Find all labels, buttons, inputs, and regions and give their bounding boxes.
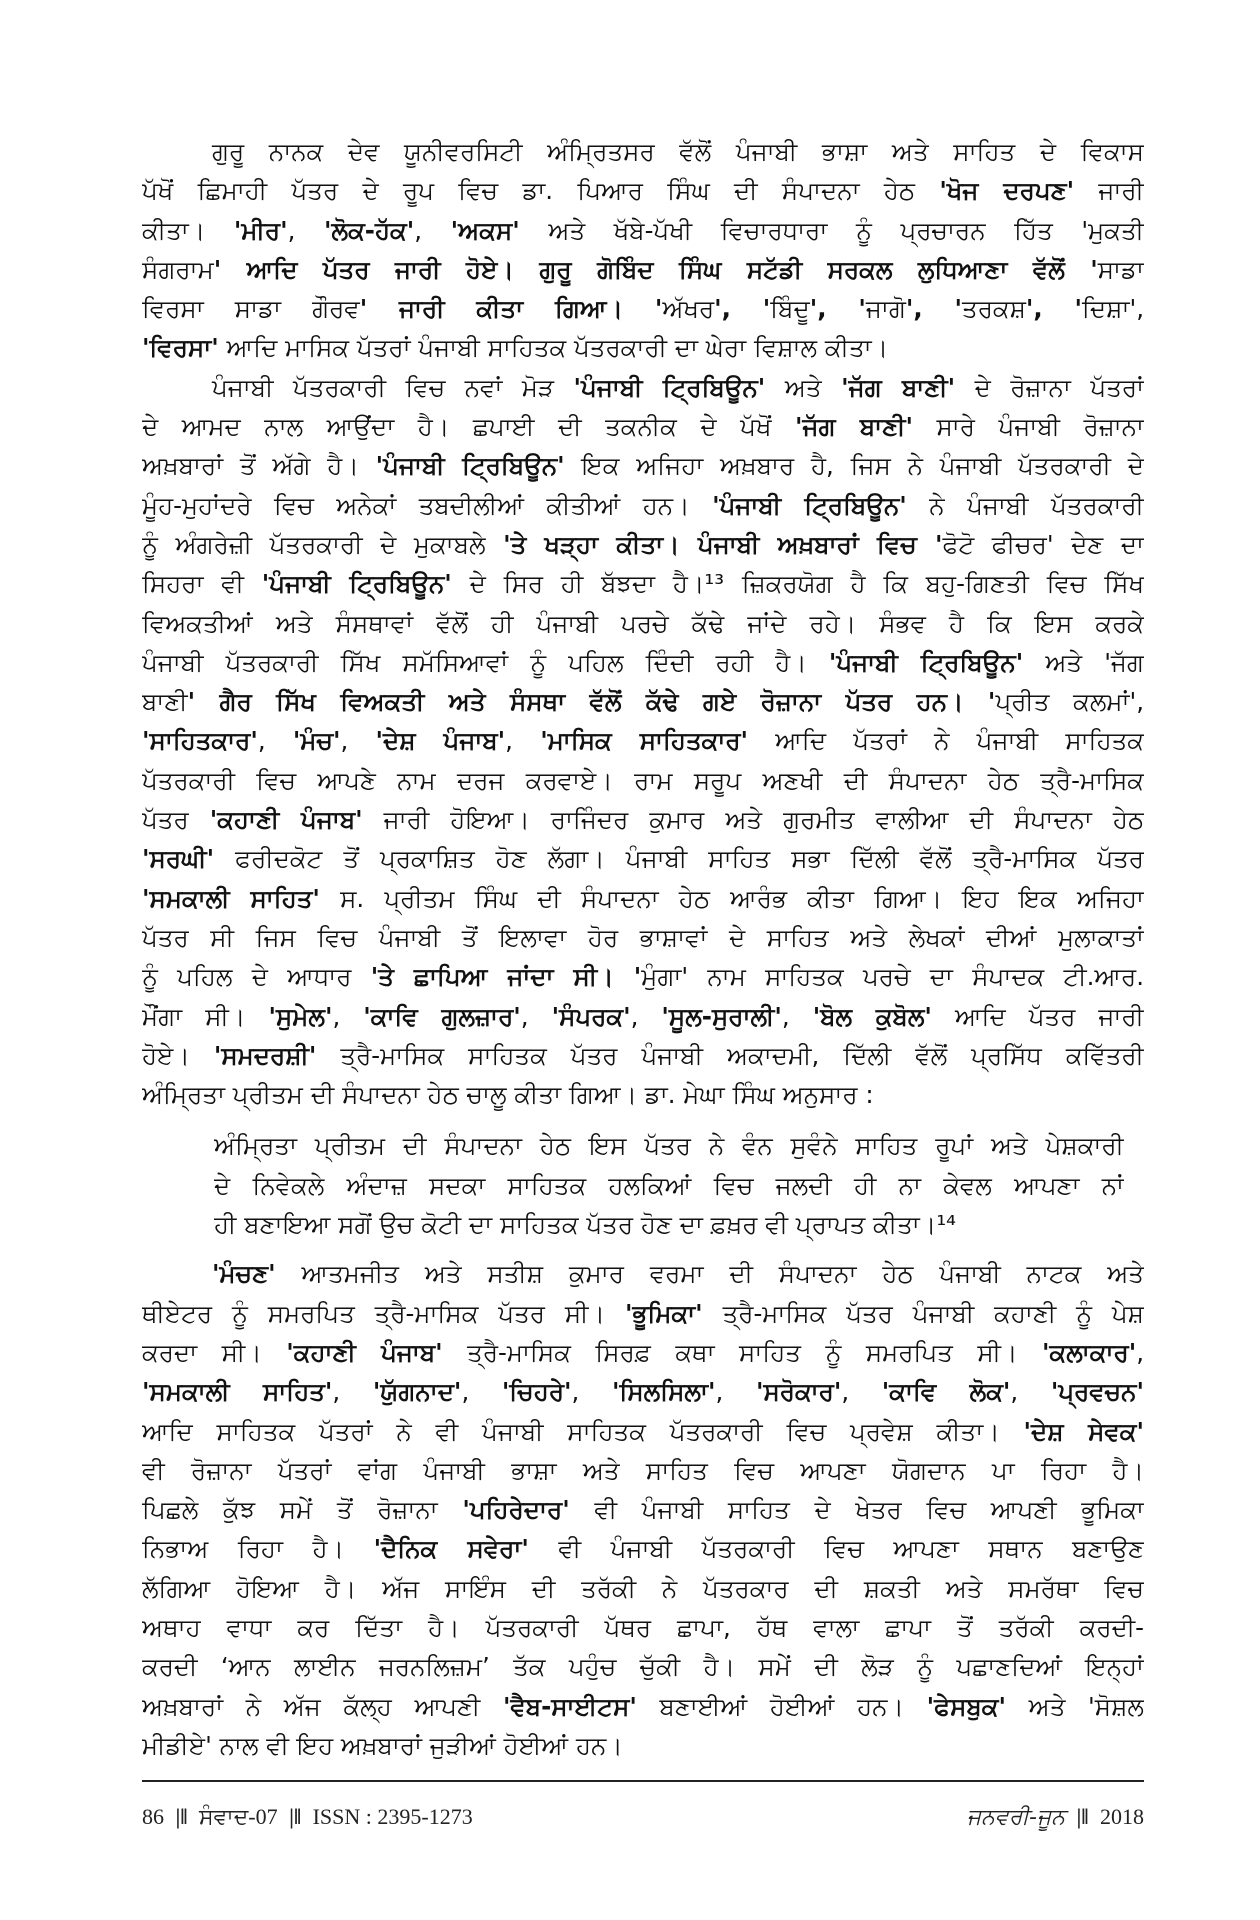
text-line: 'ਮੰਚਣ' ਆਤਮਜੀਤ ਅਤੇ ਸਤੀਸ਼ ਕੁਮਾਰ ਵਰਮਾ ਦੀ ਸੰਪਾਦਨਾ ਹੇਠ ਪੰਜਾਬੀ ਨਾਟਕ ਅਤੇ: [212, 1259, 1144, 1289]
publication-title: 'ਵਿਰਸਾ': [142, 333, 219, 363]
text-line: ਅੰਮ੍ਰਿਤਾ ਪ੍ਰੀਤਮ ਦੀ ਸੰਪਾਦਨਾ ਹੇਠ ਚਾਲੂ ਕੀਤਾ ਗਿਆ। ਡਾ. ਮੇਘਾ ਸਿੰਘ ਅਨੁਸਾਰ :: [142, 1080, 874, 1110]
text-line: ਹੋਏ। 'ਸਮਦਰਸ਼ੀ' ਤ੍ਰੈ-ਮਾਸਿਕ ਸਾਹਿਤਕ ਪੱਤਰ ਪੰਜਾਬੀ ਅਕਾਦਮੀ, ਦਿੱਲੀ ਵੱਲੋਂ ਪ੍ਰਸਿੱਧ ਕਵਿੱਤਰੀ: [142, 1040, 1144, 1070]
text-line: ਅਖ਼ਬਾਰਾਂ ਤੋਂ ਅੱਗੇ ਹੈ। 'ਪੰਜਾਬੀ ਟ੍ਰਿਬਿਊਨ' ਇਕ ਅਜਿਹਾ ਅਖ਼ਬਾਰ ਹੈ, ਜਿਸ ਨੇ ਪੰਜਾਬੀ ਪੱਤਰਕਾਰੀ ਦੇ: [142, 451, 1144, 481]
publication-title: ', ': [809, 294, 866, 324]
text-line: ਆਦਿ ਸਾਹਿਤਕ ਪੱਤਰਾਂ ਨੇ ਵੀ ਪੰਜਾਬੀ ਸਾਹਿਤਕ ਪੱਤਰਕਾਰੀ ਵਿਚ ਪ੍ਰਵੇਸ਼ ਕੀਤਾ। 'ਦੇਸ਼ ਸੇਵਕ': [142, 1416, 1144, 1446]
publication-title: 'ਅਕਸ': [450, 215, 520, 245]
publication-title: 'ਮੰਚਣ': [212, 1259, 276, 1289]
block-quote: [142, 1126, 1144, 1244]
publication-title: 'ਦੇਸ਼ ਸੇਵਕ': [1023, 1416, 1144, 1446]
publication-title: 'ਸਾਹਿਤਕਾਰ': [142, 726, 258, 756]
publication-title: 'ਕਹਾਣੀ ਪੰਜਾਬ': [286, 1337, 443, 1367]
text-line: ਮੀਡੀਏ' ਨਾਲ ਵੀ ਇਹ ਅਖ਼ਬਾਰਾਂ ਜੁੜੀਆਂ ਹੋਈਆਂ ਹਨ।: [142, 1730, 623, 1760]
text-line: ਵੀ ਰੋਜ਼ਾਨਾ ਪੱਤਰਾਂ ਵਾਂਗ ਪੰਜਾਬੀ ਭਾਸ਼ਾ ਅਤੇ ਸਾਹਿਤ ਵਿਚ ਆਪਣਾ ਯੋਗਦਾਨ ਪਾ ਰਿਹਾ ਹੈ।: [142, 1455, 1144, 1485]
footer-separator: |‖: [289, 1804, 302, 1829]
publication-title: 'ਮਾਸਿਕ ਸਾਹਿਤਕਾਰ': [540, 726, 749, 756]
text-line: ਬਾਣੀ' ਗੈਰ ਸਿੱਖ ਵਿਅਕਤੀ ਅਤੇ ਸੰਸਥਾ ਵੱਲੋਂ ਕੱਢੇ ਗਏ ਰੋਜ਼ਾਨਾ ਪੱਤਰ ਹਨ। 'ਪ੍ਰੀਤ ਕਲਮਾਂ',: [142, 687, 1144, 717]
text-line: ਦੇ ਆਮਦ ਨਾਲ ਆਉਂਦਾ ਹੈ। ਛਪਾਈ ਦੀ ਤਕਨੀਕ ਦੇ ਪੱਖੋਂ 'ਜੱਗ ਬਾਣੀ' ਸਾਰੇ ਪੰਜਾਬੀ ਰੋਜ਼ਾਨਾ: [142, 412, 1144, 442]
paragraph-1: [142, 132, 1144, 368]
publication-title: 'ਮੀਰ': [233, 215, 288, 245]
issue-period: ਜਨਵਰੀ-ਜੂਨ: [966, 1805, 1066, 1830]
text-line: ਪੱਤਰ 'ਕਹਾਣੀ ਪੰਜਾਬ' ਜਾਰੀ ਹੋਇਆ। ਰਾਜਿੰਦਰ ਕੁਮਾਰ ਅਤੇ ਗੁਰਮੀਤ ਵਾਲੀਆ ਦੀ ਸੰਪਾਦਨਾ ਹੇਠ: [142, 805, 1144, 835]
publication-title: 'ਪੰਜਾਬੀ ਟ੍ਰਿਬਿਊਨ': [573, 372, 766, 402]
publication-title: 'ਕਾਵਿ ਗੁਲਜ਼ਾਰ': [363, 1001, 521, 1031]
publication-title: 'ਮੰਚ': [292, 726, 341, 756]
publication-title: 'ਕਹਾਣੀ ਪੰਜਾਬ': [209, 805, 363, 835]
publication-title: 'ਸਿਲਸਿਲਾ': [611, 1377, 716, 1407]
text-line: ਪਿਛਲੇ ਕੁੱਝ ਸਮੇਂ ਤੋਂ ਰੋਜ਼ਾਨਾ 'ਪਹਿਰੇਦਾਰ' ਵੀ ਪੰਜਾਬੀ ਸਾਹਿਤ ਦੇ ਖੇਤਰ ਵਿਚ ਆਪਣੀ ਭੂਮਿਕਾ: [142, 1495, 1144, 1525]
journal-name: ਸੰਵਾਦ-07: [198, 1804, 278, 1829]
publication-title: 'ਪਹਿਰੇਦਾਰ': [462, 1495, 570, 1525]
publication-title: 'ਤੇ ਖੜ੍ਹਾ ਕੀਤਾ। ਪੰਜਾਬੀ ਅਖ਼ਬਾਰਾਂ ਵਿਚ ': [503, 529, 943, 559]
publication-title: 'ਭੂਮਿਕਾ': [624, 1298, 703, 1328]
publication-title: 'ਵੈਬ-ਸਾਈਟਸ': [502, 1691, 637, 1721]
publication-title: ', ': [714, 294, 771, 324]
text-line: ਕੀਤਾ। 'ਮੀਰ', 'ਲੋਕ-ਹੱਕ', 'ਅਕਸ' ਅਤੇ ਖੱਬੇ-ਪੱਖੀ ਵਿਚਾਰਧਾਰਾ ਨੂੰ ਪ੍ਰਚਾਰਨ ਹਿੱਤ 'ਮੁਕਤੀ: [142, 215, 1144, 245]
publication-title: 'ਜੱਗ ਬਾਣੀ': [795, 412, 913, 442]
issue-year: 2018: [1100, 1804, 1144, 1829]
footer-separator: |‖: [175, 1804, 188, 1829]
text-line: ਨੂੰ ਅੰਗਰੇਜ਼ੀ ਪੱਤਰਕਾਰੀ ਦੇ ਮੁਕਾਬਲੇ 'ਤੇ ਖੜ੍ਹਾ ਕੀਤਾ। ਪੰਜਾਬੀ ਅਖ਼ਬਾਰਾਂ ਵਿਚ 'ਫੋਟੋ ਫੀਚਰ' ਦੇਣ ਦਾ: [142, 529, 1144, 559]
publication-title: 'ਯੁੱਗਨਾਦ': [372, 1377, 462, 1407]
text-line: ਨਿਭਾਅ ਰਿਹਾ ਹੈ। 'ਦੈਨਿਕ ਸਵੇਰਾ' ਵੀ ਪੰਜਾਬੀ ਪੱਤਰਕਾਰੀ ਵਿਚ ਆਪਣਾ ਸਥਾਨ ਬਣਾਉਣ: [142, 1534, 1144, 1564]
footer-left: [142, 1804, 473, 1830]
text-line: ਕਰਦੀ ‘ਆਨ ਲਾਈਨ ਜਰਨਲਿਜ਼ਮ’ ਤੱਕ ਪਹੁੰਚ ਚੁੱਕੀ ਹੈ। ਸਮੇਂ ਦੀ ਲੋੜ ਨੂੰ ਪਛਾਣਦਿਆਂ ਇਨ੍ਹਾਂ: [142, 1652, 1144, 1682]
publication-title: 'ਚਿਹਰੇ': [501, 1377, 572, 1407]
paragraph-2: [142, 368, 1144, 1115]
text-line: 'ਸਾਹਿਤਕਾਰ', 'ਮੰਚ', 'ਦੇਸ਼ ਪੰਜਾਬ', 'ਮਾਸਿਕ ਸਾਹਿਤਕਾਰ' ਆਦਿ ਪੱਤਰਾਂ ਨੇ ਪੰਜਾਬੀ ਸਾਹਿਤਕ: [142, 726, 1144, 756]
publication-title: 'ਲੋਕ-ਹੱਕ': [324, 215, 415, 245]
text-line: ਅਖ਼ਬਾਰਾਂ ਨੇ ਅੱਜ ਕੱਲ੍ਹ ਆਪਣੀ 'ਵੈਬ-ਸਾਈਟਸ' ਬਣਾਈਆਂ ਹੋਈਆਂ ਹਨ। 'ਫੇਸਬੁਕ' ਅਤੇ 'ਸੋਸ਼ਲ: [142, 1691, 1144, 1721]
publication-title: 'ਸੁਮੇਲ': [268, 1001, 333, 1031]
publication-title: 'ਖੋਜ ਦਰਪਣ': [939, 176, 1075, 206]
publication-title: 'ਸਮਕਾਲੀ ਸਾਹਿਤ': [142, 1377, 333, 1407]
text-line: ਨੂੰ ਪਹਿਲ ਦੇ ਆਧਾਰ 'ਤੇ ਛਾਪਿਆ ਜਾਂਦਾ ਸੀ। 'ਮੁੰਗਾ' ਨਾਮ ਸਾਹਿਤਕ ਪਰਚੇ ਦਾ ਸੰਪਾਦਕ ਟੀ.ਆਰ.: [142, 962, 1144, 992]
text-line: ਦੇ ਨਿਵੇਕਲੇ ਅੰਦਾਜ਼ ਸਦਕਾ ਸਾਹਿਤਕ ਹਲਕਿਆਂ ਵਿਚ ਜਲਦੀ ਹੀ ਨਾ ਕੇਵਲ ਆਪਣਾ ਨਾਂ: [214, 1170, 1124, 1200]
text-line: ਅਥਾਹ ਵਾਧਾ ਕਰ ਦਿੱਤਾ ਹੈ। ਪੱਤਰਕਾਰੀ ਪੱਥਰ ਛਾਪਾ, ਹੱਥ ਵਾਲਾ ਛਾਪਾ ਤੋਂ ਤਰੱਕੀ ਕਰਦੀ-: [142, 1612, 1144, 1642]
publication-title: 'ਸੰਪਰਕ': [551, 1001, 631, 1031]
text-line: 'ਸਮਕਾਲੀ ਸਾਹਿਤ' ਸ. ਪ੍ਰੀਤਮ ਸਿੰਘ ਦੀ ਸੰਪਾਦਨਾ ਹੇਠ ਆਰੰਭ ਕੀਤਾ ਗਿਆ। ਇਹ ਇਕ ਅਜਿਹਾ: [142, 883, 1144, 913]
text-line: 'ਵਿਰਸਾ' ਆਦਿ ਮਾਸਿਕ ਪੱਤਰਾਂ ਪੰਜਾਬੀ ਸਾਹਿਤਕ ਪੱਤਰਕਾਰੀ ਦਾ ਘੇਰਾ ਵਿਸ਼ਾਲ ਕੀਤਾ।: [142, 333, 889, 363]
publication-title: ', ': [1025, 294, 1083, 324]
text-line: ਪੱਖੋਂ ਛਿਮਾਹੀ ਪੱਤਰ ਦੇ ਰੂਪ ਵਿਚ ਡਾ. ਪਿਆਰ ਸਿੰਘ ਦੀ ਸੰਪਾਦਨਾ ਹੇਠ 'ਖੋਜ ਦਰਪਣ' ਜਾਰੀ: [142, 176, 1144, 206]
footer-separator: |‖: [1076, 1804, 1089, 1829]
publication-title: 'ਸੂਲ-ਸੁਰਾਲੀ': [661, 1001, 782, 1031]
publication-title: ' ਗੈਰ ਸਿੱਖ ਵਿਅਕਤੀ ਅਤੇ ਸੰਸਥਾ ਵੱਲੋਂ ਕੱਢੇ ਗਏ ਰੋਜ਼ਾਨਾ ਪੱਤਰ ਹਨ। ': [187, 687, 996, 717]
page-number: 86: [142, 1804, 164, 1829]
publication-title: 'ਪ੍ਰਵਚਨ': [1050, 1377, 1144, 1407]
issn: ISSN : 2395-1273: [312, 1804, 473, 1829]
publication-title: 'ਸਰੋਕਾਰ': [755, 1377, 842, 1407]
text-line: ਪੰਜਾਬੀ ਪੱਤਰਕਾਰੀ ਵਿਚ ਨਵਾਂ ਮੋੜ 'ਪੰਜਾਬੀ ਟ੍ਰਿਬਿਊਨ' ਅਤੇ 'ਜੱਗ ਬਾਣੀ' ਦੇ ਰੋਜ਼ਾਨਾ ਪੱਤਰਾਂ: [212, 372, 1144, 402]
text-line: ਸੰਗਰਾਮ' ਆਦਿ ਪੱਤਰ ਜਾਰੀ ਹੋਏ। ਗੁਰੂ ਗੋਬਿੰਦ ਸਿੰਘ ਸਟੱਡੀ ਸਰਕਲ ਲੁਧਿਆਣਾ ਵੱਲੋਂ 'ਸਾਡਾ: [142, 254, 1144, 284]
publication-title: 'ਕਾਵਿ ਲੋਕ': [881, 1377, 1011, 1407]
text-line: ਪੰਜਾਬੀ ਪੱਤਰਕਾਰੀ ਸਿੱਖ ਸਮੱਸਿਆਵਾਂ ਨੂੰ ਪਹਿਲ ਦਿੰਦੀ ਰਹੀ ਹੈ। 'ਪੰਜਾਬੀ ਟ੍ਰਿਬਿਊਨ' ਅਤੇ 'ਜੱਗ: [142, 647, 1144, 677]
publication-title: 'ਪੰਜਾਬੀ ਟ੍ਰਿਬਿਊਨ': [261, 569, 452, 599]
text-line: 'ਸਰਘੀ' ਫਰੀਦਕੋਟ ਤੋਂ ਪ੍ਰਕਾਸ਼ਿਤ ਹੋਣ ਲੱਗਾ। ਪੰਜਾਬੀ ਸਾਹਿਤ ਸਭਾ ਦਿੱਲੀ ਵੱਲੋਂ ਤ੍ਰੈ-ਮਾਸਿਕ ਪੱਤਰ: [142, 844, 1144, 874]
text-line: ਪੱਤਰ ਸੀ ਜਿਸ ਵਿਚ ਪੰਜਾਬੀ ਤੋਂ ਇਲਾਵਾ ਹੋਰ ਭਾਸ਼ਾਵਾਂ ਦੇ ਸਾਹਿਤ ਅਤੇ ਲੇਖਕਾਂ ਦੀਆਂ ਮੁਲਾਕਾਤਾਂ: [142, 922, 1144, 952]
article-body: [142, 132, 1144, 1765]
text-line: ਵਿਅਕਤੀਆਂ ਅਤੇ ਸੰਸਥਾਵਾਂ ਵੱਲੋਂ ਹੀ ਪੰਜਾਬੀ ਪਰਚੇ ਕੱਢੇ ਜਾਂਦੇ ਰਹੇ। ਸੰਭਵ ਹੈ ਕਿ ਇਸ ਕਰਕੇ: [142, 608, 1144, 638]
text-line: ਸਿਹਰਾ ਵੀ 'ਪੰਜਾਬੀ ਟ੍ਰਿਬਿਊਨ' ਦੇ ਸਿਰ ਹੀ ਬੱਝਦਾ ਹੈ।¹³ ਜ਼ਿਕਰਯੋਗ ਹੈ ਕਿ ਬਹੁ-ਗਿਣਤੀ ਵਿਚ ਸਿੱਖ: [142, 569, 1144, 599]
publication-title: 'ਪੰਜਾਬੀ ਟ੍ਰਿਬਿਊਨ': [828, 647, 1024, 677]
publication-title: 'ਕਲਾਕਾਰ': [1042, 1337, 1137, 1367]
publication-title: 'ਪੰਜਾਬੀ ਟ੍ਰਿਬਿਊਨ': [375, 451, 565, 481]
text-line: ਪੱਤਰਕਾਰੀ ਵਿਚ ਆਪਣੇ ਨਾਮ ਦਰਜ ਕਰਵਾਏ। ਰਾਮ ਸਰੂਪ ਅਣਖੀ ਦੀ ਸੰਪਾਦਨਾ ਹੇਠ ਤ੍ਰੈ-ਮਾਸਿਕ: [142, 765, 1144, 795]
publication-title: 'ਸਮਦਰਸ਼ੀ': [213, 1040, 317, 1070]
publication-title: 'ਸਰਘੀ': [142, 844, 215, 874]
footer-right: [967, 1804, 1144, 1830]
publication-title: 'ਦੇਸ਼ ਪੰਜਾਬ': [375, 726, 506, 756]
text-line: ਲੱਗਿਆ ਹੋਇਆ ਹੈ। ਅੱਜ ਸਾਇੰਸ ਦੀ ਤਰੱਕੀ ਨੇ ਪੱਤਰਕਾਰ ਦੀ ਸ਼ਕਤੀ ਅਤੇ ਸਮਰੱਥਾ ਵਿਚ: [142, 1573, 1144, 1603]
publication-title: 'ਜੱਗ ਬਾਣੀ': [841, 372, 956, 402]
publication-title: ', ': [905, 294, 963, 324]
publication-title: 'ਸਮਕਾਲੀ ਸਾਹਿਤ': [142, 883, 320, 913]
text-line: ਵਿਰਸਾ ਸਾਡਾ ਗੌਰਵ' ਜਾਰੀ ਕੀਤਾ ਗਿਆ। 'ਅੱਖਰ', 'ਬਿੰਦੂ', 'ਜਾਗੋ', 'ਤਰਕਸ਼', 'ਦਿਸ਼ਾ',: [142, 294, 1144, 324]
publication-title: 'ਬੋਲ ਕੁਬੋਲ': [812, 1001, 932, 1031]
page-footer: [142, 1796, 1144, 1836]
text-line: ਮੂੰਹ-ਮੁਹਾਂਦਰੇ ਵਿਚ ਅਨੇਕਾਂ ਤਬਦੀਲੀਆਂ ਕੀਤੀਆਂ ਹਨ। 'ਪੰਜਾਬੀ ਟ੍ਰਿਬਿਊਨ' ਨੇ ਪੰਜਾਬੀ ਪੱਤਰਕਾਰੀ: [142, 490, 1144, 520]
publication-title: 'ਤੇ ਛਾਪਿਆ ਜਾਂਦਾ ਸੀ। ': [370, 962, 642, 992]
paragraph-3: [142, 1254, 1144, 1765]
text-line: ਗੁਰੂ ਨਾਨਕ ਦੇਵ ਯੂਨੀਵਰਸਿਟੀ ਅੰਮ੍ਰਿਤਸਰ ਵੱਲੋਂ ਪੰਜਾਬੀ ਭਾਸ਼ਾ ਅਤੇ ਸਾਹਿਤ ਦੇ ਵਿਕਾਸ: [212, 137, 1144, 166]
text-line: ਮੌਂਗਾ ਸੀ। 'ਸੁਮੇਲ', 'ਕਾਵਿ ਗੁਲਜ਼ਾਰ', 'ਸੰਪਰਕ', 'ਸੂਲ-ਸੁਰਾਲੀ', 'ਬੋਲ ਕੁਬੋਲ' ਆਦਿ ਪੱਤਰ ਜਾਰੀ: [142, 1001, 1144, 1031]
publication-title: ' ਜਾਰੀ ਕੀਤਾ ਗਿਆ। ': [359, 294, 663, 324]
publication-title: 'ਦੈਨਿਕ ਸਵੇਰਾ': [373, 1534, 529, 1564]
text-line: ਅੰਮ੍ਰਿਤਾ ਪ੍ਰੀਤਮ ਦੀ ਸੰਪਾਦਨਾ ਹੇਠ ਇਸ ਪੱਤਰ ਨੇ ਵੰਨ ਸੁਵੰਨੇ ਸਾਹਿਤ ਰੂਪਾਂ ਅਤੇ ਪੇਸ਼ਕਾਰੀ: [214, 1131, 1124, 1161]
text-line: ਥੀਏਟਰ ਨੂੰ ਸਮਰਪਿਤ ਤ੍ਰੈ-ਮਾਸਿਕ ਪੱਤਰ ਸੀ। 'ਭੂਮਿਕਾ' ਤ੍ਰੈ-ਮਾਸਿਕ ਪੱਤਰ ਪੰਜਾਬੀ ਕਹਾਣੀ ਨੂੰ ਪੇਸ਼: [142, 1298, 1144, 1328]
text-line: 'ਸਮਕਾਲੀ ਸਾਹਿਤ', 'ਯੁੱਗਨਾਦ', 'ਚਿਹਰੇ', 'ਸਿਲਸਿਲਾ', 'ਸਰੋਕਾਰ', 'ਕਾਵਿ ਲੋਕ', 'ਪ੍ਰਵਚਨ': [142, 1377, 1144, 1407]
publication-title: ' ਆਦਿ ਪੱਤਰ ਜਾਰੀ ਹੋਏ। ਗੁਰੂ ਗੋਬਿੰਦ ਸਿੰਘ ਸਟੱਡੀ ਸਰਕਲ ਲੁਧਿਆਣਾ ਵੱਲੋਂ ': [213, 254, 1098, 284]
publication-title: 'ਪੰਜਾਬੀ ਟ੍ਰਿਬਿਊਨ': [712, 490, 907, 520]
text-line: ਕਰਦਾ ਸੀ। 'ਕਹਾਣੀ ਪੰਜਾਬ' ਤ੍ਰੈ-ਮਾਸਿਕ ਸਿਰਫ਼ ਕਥਾ ਸਾਹਿਤ ਨੂੰ ਸਮਰਪਿਤ ਸੀ। 'ਕਲਾਕਾਰ',: [142, 1337, 1144, 1367]
text-line: ਹੀ ਬਣਾਇਆ ਸਗੋਂ ਉਚ ਕੋਟੀ ਦਾ ਸਾਹਿਤਕ ਪੱਤਰ ਹੋਣ ਦਾ ਫ਼ਖ਼ਰ ਵੀ ਪ੍ਰਾਪਤ ਕੀਤਾ।¹⁴: [214, 1210, 956, 1240]
publication-title: 'ਫੇਸਬੁਕ': [926, 1691, 1006, 1721]
footer-rule: [142, 1780, 1144, 1782]
